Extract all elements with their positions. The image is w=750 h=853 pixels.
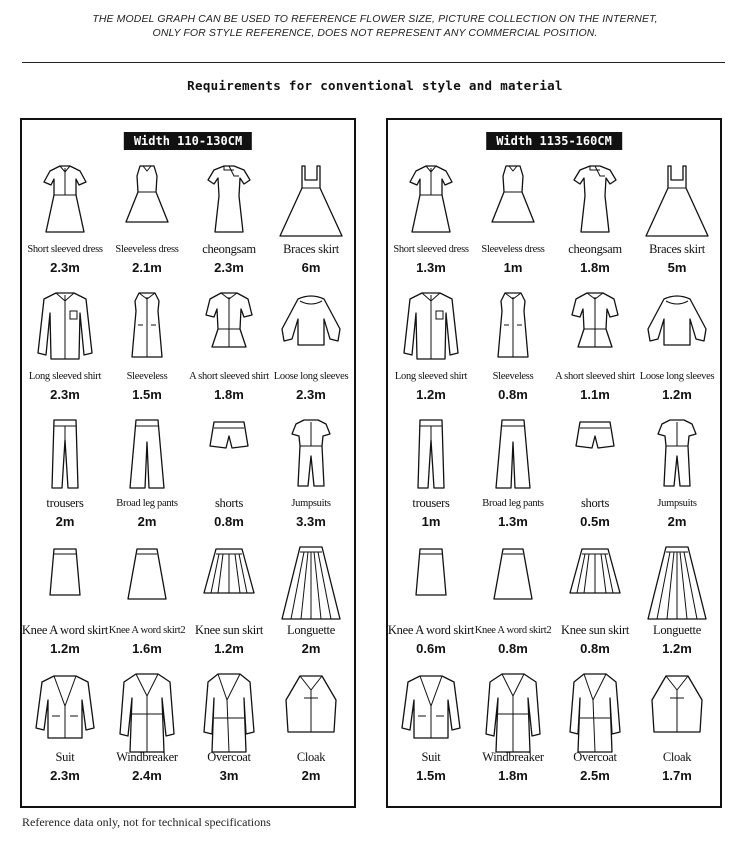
- fabric-length: 1.8m: [214, 387, 244, 402]
- trousers-icon: [30, 416, 100, 494]
- garment-row: [390, 160, 720, 287]
- long-sleeved-shirt-icon: [396, 289, 466, 367]
- garment-row: [24, 414, 354, 541]
- garment-item: [554, 414, 636, 541]
- longuette-icon: [642, 543, 712, 621]
- garment-item: [188, 160, 270, 287]
- garment-item: [472, 668, 554, 795]
- garment-item: [188, 287, 270, 414]
- garment-row: [387, 541, 720, 668]
- garment-name: Sleeveless: [492, 371, 534, 382]
- fabric-length: 0.6m: [416, 641, 446, 656]
- garment-name: shorts: [214, 496, 244, 510]
- fabric-length: 2m: [301, 641, 321, 656]
- garment-row: [24, 287, 354, 414]
- sleeveless-dress-icon: [112, 162, 182, 240]
- fabric-length: 2.3m: [214, 260, 244, 275]
- short-sleeved-shirt-icon: [560, 289, 630, 367]
- garment-item: [106, 287, 188, 414]
- garment-grid: [21, 160, 354, 795]
- broad-leg-pants-icon: [478, 416, 548, 494]
- suit-icon: [30, 670, 100, 754]
- knee-sun-skirt-icon: [194, 543, 264, 621]
- garment-name: Broad leg pants: [482, 498, 544, 509]
- garment-item: [636, 668, 718, 795]
- garment-name: Cloak: [662, 750, 692, 764]
- longuette-icon: [276, 543, 346, 621]
- garment-row: [24, 668, 354, 795]
- garment-name: Short sleeved dress: [27, 244, 103, 255]
- garment-item: [270, 668, 352, 795]
- footer-note: Reference data only, not for technical specifications: [22, 815, 271, 829]
- garment-name: Suit: [55, 750, 75, 764]
- garment-item: [472, 287, 554, 414]
- panel-title: Width 110-130CM: [124, 132, 252, 150]
- garment-item: [270, 287, 352, 414]
- suit-icon: [396, 670, 466, 754]
- jumpsuit-icon: [276, 416, 346, 494]
- jumpsuit-icon: [642, 416, 712, 494]
- garment-name: trousers: [412, 496, 450, 510]
- garment-item: [554, 541, 636, 668]
- short-sleeved-shirt-icon: [194, 289, 264, 367]
- fabric-length: 2m: [301, 768, 321, 783]
- sleeveless-top-icon: [112, 289, 182, 367]
- garment-item: [554, 287, 636, 414]
- garment-name: Knee sun skirt: [194, 623, 263, 637]
- garment-item: [21, 541, 109, 668]
- garment-item: [106, 414, 188, 541]
- fabric-length: 1.7m: [662, 768, 692, 783]
- garment-item: [636, 160, 718, 287]
- garment-item: [188, 668, 270, 795]
- garment-item: [270, 414, 352, 541]
- cloak-icon: [276, 670, 346, 754]
- garment-name: A short sleeved shirt: [189, 371, 269, 382]
- fabric-length: 1.5m: [132, 387, 162, 402]
- garment-name: Windbreaker: [116, 750, 178, 764]
- fabric-length: 6m: [301, 260, 321, 275]
- fabric-length: 1.2m: [214, 641, 244, 656]
- fabric-length: 1.2m: [662, 387, 692, 402]
- braces-skirt-icon: [642, 162, 712, 240]
- garment-name: Sleeveless dress: [115, 244, 179, 255]
- garment-name: Sleeveless: [126, 371, 168, 382]
- trousers-icon: [396, 416, 466, 494]
- knee-sun-skirt-icon: [560, 543, 630, 621]
- garment-name: Knee A word skirt: [387, 623, 475, 637]
- fabric-length: 1.2m: [50, 641, 80, 656]
- knee-a-skirt-icon: [396, 543, 466, 621]
- garment-item: [24, 668, 106, 795]
- garment-name: Long sleeved shirt: [394, 371, 468, 382]
- garment-name: Knee A word skirt2: [474, 625, 552, 636]
- fabric-length: 2.3m: [296, 387, 326, 402]
- garment-item: [106, 668, 188, 795]
- garment-name: Longuette: [287, 623, 335, 637]
- garment-row: [21, 541, 354, 668]
- disclaimer-line-1: THE MODEL GRAPH CAN BE USED TO REFERENCE FLOWER SIZE, PICTURE COLLECTION ON THE INTERNET,: [92, 13, 658, 25]
- garment-item: [390, 160, 472, 287]
- fabric-length: 1.1m: [580, 387, 610, 402]
- fabric-length: 1.2m: [662, 641, 692, 656]
- garment-name: Braces skirt: [649, 242, 705, 256]
- long-sleeved-shirt-icon: [30, 289, 100, 367]
- garment-item: [636, 541, 718, 668]
- sleeveless-dress-icon: [478, 162, 548, 240]
- loose-long-sleeves-icon: [642, 289, 712, 367]
- garment-name: Long sleeved shirt: [28, 371, 102, 382]
- garment-item: [636, 414, 718, 541]
- garment-row: [24, 160, 354, 287]
- fabric-length: 2.3m: [50, 387, 80, 402]
- garment-name: Loose long sleeves: [273, 371, 349, 382]
- broad-leg-pants-icon: [112, 416, 182, 494]
- garment-name: shorts: [580, 496, 610, 510]
- garment-name: cheongsam: [568, 242, 622, 256]
- garment-item: [188, 414, 270, 541]
- fabric-length: 1.5m: [416, 768, 446, 783]
- windbreaker-icon: [112, 670, 182, 754]
- garment-name: Overcoat: [207, 750, 251, 764]
- garment-name: Overcoat: [573, 750, 617, 764]
- fabric-length: 2m: [55, 514, 75, 529]
- fabric-length: 1.3m: [416, 260, 446, 275]
- garment-name: Longuette: [653, 623, 701, 637]
- cheongsam-icon: [194, 162, 264, 240]
- garment-row: [390, 414, 720, 541]
- garment-name: Jumpsuits: [291, 498, 331, 509]
- garment-name: A short sleeved shirt: [555, 371, 635, 382]
- fabric-length: 3.3m: [296, 514, 326, 529]
- garment-name: Knee A word skirt: [21, 623, 109, 637]
- fabric-length: 2.3m: [50, 768, 80, 783]
- fabric-length: 2m: [137, 514, 157, 529]
- garment-name: Cloak: [296, 750, 326, 764]
- fabric-length: 5m: [667, 260, 687, 275]
- fabric-length: 2m: [667, 514, 687, 529]
- page-title: Requirements for conventional style and material: [187, 78, 563, 93]
- garment-item: [554, 668, 636, 795]
- panel-wide-width: [386, 118, 722, 808]
- garment-item: [387, 541, 475, 668]
- garment-name: Knee A word skirt2: [108, 625, 186, 636]
- fabric-length: 1m: [421, 514, 441, 529]
- fabric-length: 0.5m: [580, 514, 610, 529]
- garment-item: [472, 541, 554, 668]
- garment-item: [188, 541, 270, 668]
- overcoat-icon: [560, 670, 630, 754]
- fabric-length: 1.2m: [416, 387, 446, 402]
- garment-name: Knee sun skirt: [560, 623, 629, 637]
- fabric-length: 1m: [503, 260, 523, 275]
- fabric-length: 0.8m: [214, 514, 244, 529]
- panel-title: Width 1135-160CM: [486, 132, 622, 150]
- garment-name: Braces skirt: [283, 242, 339, 256]
- windbreaker-icon: [478, 670, 548, 754]
- knee-a-skirt-2-icon: [112, 543, 182, 621]
- fabric-length: 0.8m: [498, 641, 528, 656]
- knee-a-skirt-2-icon: [478, 543, 548, 621]
- garment-row: [390, 668, 720, 795]
- fabric-length: 2.1m: [132, 260, 162, 275]
- fabric-length: 1.8m: [580, 260, 610, 275]
- divider: [22, 62, 725, 63]
- garment-name: Sleeveless dress: [481, 244, 545, 255]
- sleeveless-top-icon: [478, 289, 548, 367]
- garment-name: trousers: [46, 496, 84, 510]
- loose-long-sleeves-icon: [276, 289, 346, 367]
- fabric-length: 1.6m: [132, 641, 162, 656]
- shorts-icon: [194, 416, 264, 494]
- garment-name: Broad leg pants: [116, 498, 178, 509]
- fabric-length: 2.3m: [50, 260, 80, 275]
- overcoat-icon: [194, 670, 264, 754]
- garment-item: [270, 160, 352, 287]
- fabric-length: 3m: [219, 768, 239, 783]
- garment-item: [24, 287, 106, 414]
- cheongsam-icon: [560, 162, 630, 240]
- garment-item: [472, 414, 554, 541]
- disclaimer-notice: [0, 12, 750, 40]
- garment-name: Jumpsuits: [657, 498, 697, 509]
- panel-narrow-width: [20, 118, 356, 808]
- garment-name: Loose long sleeves: [639, 371, 715, 382]
- garment-item: [24, 160, 106, 287]
- braces-skirt-icon: [276, 162, 346, 240]
- garment-item: [554, 160, 636, 287]
- cloak-icon: [642, 670, 712, 754]
- shorts-icon: [560, 416, 630, 494]
- garment-name: Suit: [421, 750, 441, 764]
- garment-item: [390, 287, 472, 414]
- garment-name: cheongsam: [202, 242, 256, 256]
- garment-item: [106, 160, 188, 287]
- garment-item: [636, 287, 718, 414]
- garment-item: [106, 541, 188, 668]
- garment-row: [390, 287, 720, 414]
- fabric-length: 2.4m: [132, 768, 162, 783]
- garment-name: Windbreaker: [482, 750, 544, 764]
- garment-item: [390, 668, 472, 795]
- garment-item: [24, 414, 106, 541]
- short-sleeved-dress-icon: [30, 162, 100, 240]
- fabric-length: 0.8m: [580, 641, 610, 656]
- garment-item: [472, 160, 554, 287]
- garment-name: Short sleeved dress: [393, 244, 469, 255]
- disclaimer-line-2: ONLY FOR STYLE REFERENCE, DOES NOT REPRESENT ANY COMMERCIAL POSITION.: [152, 27, 598, 39]
- fabric-length: 0.8m: [498, 387, 528, 402]
- knee-a-skirt-icon: [30, 543, 100, 621]
- fabric-length: 2.5m: [580, 768, 610, 783]
- garment-item: [390, 414, 472, 541]
- fabric-length: 1.3m: [498, 514, 528, 529]
- fabric-length: 1.8m: [498, 768, 528, 783]
- short-sleeved-dress-icon: [396, 162, 466, 240]
- garment-grid: [387, 160, 720, 795]
- garment-item: [270, 541, 352, 668]
